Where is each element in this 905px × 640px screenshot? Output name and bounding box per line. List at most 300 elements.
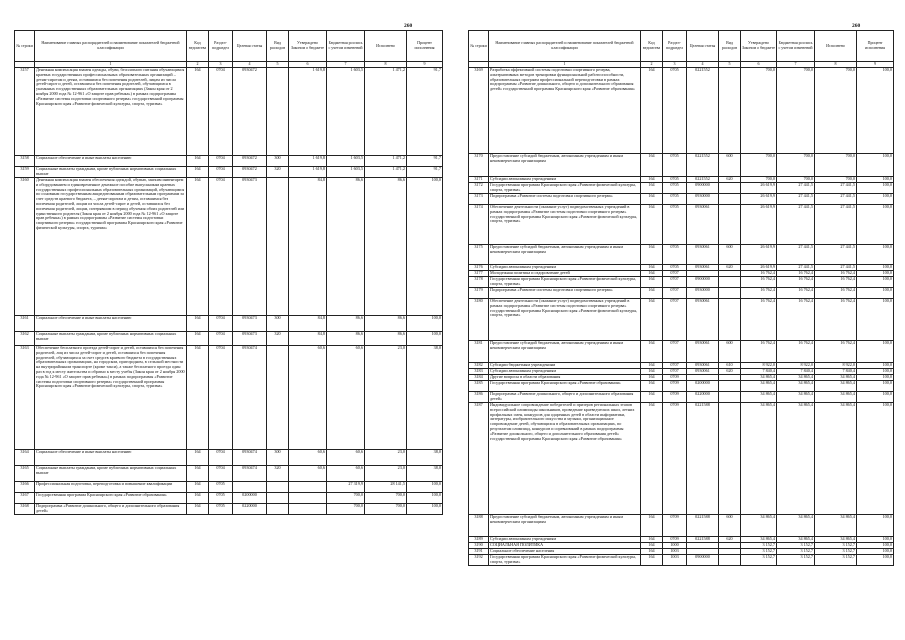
table-row <box>469 68 894 154</box>
execution-percent: 100,0 <box>857 363 894 369</box>
approved-amount: 8 922,0 <box>741 363 777 369</box>
section-code: 0705 <box>663 68 687 154</box>
target-article-code: 0900000 <box>687 183 719 194</box>
execution-percent: 100,0 <box>857 265 894 271</box>
section-code: 0705 <box>663 183 687 194</box>
budget-list-amount: 60,6 <box>327 466 365 482</box>
row-number: 3173 <box>469 194 489 205</box>
section-code: 0705 <box>209 504 233 515</box>
executed-amount: 34 865,4 <box>815 515 857 537</box>
approved-amount: 16 762,4 <box>741 288 777 299</box>
section-code: 1003 <box>663 549 687 555</box>
approved-amount: 1 619,8 <box>289 68 327 156</box>
section-code: 0704 <box>209 346 233 450</box>
ved-code: 164 <box>187 504 209 515</box>
row-number: 3190 <box>469 543 489 549</box>
execution-percent: 100,0 <box>857 277 894 288</box>
execution-percent: 38,0 <box>407 466 443 482</box>
expense-type-code <box>267 346 289 450</box>
expense-type-code: 620 <box>719 537 741 543</box>
row-number: 3176 <box>469 265 489 271</box>
row-number: 3161 <box>15 316 35 332</box>
approved-amount: 34 865,4 <box>741 515 777 537</box>
header-executed: Исполнено <box>365 31 407 62</box>
executed-amount: 1 471,2 <box>365 68 407 156</box>
target-article-code: 0930472 <box>233 68 267 156</box>
table-row <box>15 167 443 178</box>
table-row <box>469 194 894 205</box>
row-name: Субсидии автономным учреждениям <box>489 537 641 543</box>
section-code: 0705 <box>209 493 233 504</box>
expense-type-code: 600 <box>719 245 741 265</box>
table-row <box>469 245 894 265</box>
row-number: 3172 <box>469 183 489 194</box>
expense-type-code: 300 <box>267 156 289 167</box>
budget-list-amount: 34 865,4 <box>777 381 815 392</box>
row-number: 3183 <box>469 369 489 375</box>
row-name: Предоставление субсидий бюджетным, автономным учреждениям и иным некоммерческим организациям <box>489 341 641 363</box>
budget-list-amount: 34 865,4 <box>777 392 815 403</box>
table-row <box>469 392 894 403</box>
target-article-code: 0930474 <box>233 466 267 482</box>
execution-percent: 100,0 <box>857 515 894 537</box>
executed-amount: 16 762,4 <box>815 271 857 277</box>
expense-type-code: 600 <box>719 515 741 537</box>
target-article-code: 0221552 <box>687 177 719 183</box>
expense-type-code <box>267 178 289 316</box>
expense-type-code: 320 <box>267 332 289 346</box>
executed-amount: 16 762,4 <box>815 288 857 299</box>
row-number: 3178 <box>469 277 489 288</box>
approved-amount <box>289 493 327 504</box>
approved-amount: 16 762,4 <box>741 277 777 288</box>
row-name: Социальные выплаты гражданам, кроме публичных нормативных социальных выплат <box>35 466 187 482</box>
executed-amount: 34 865,4 <box>815 392 857 403</box>
row-name: Субсидии бюджетным учреждениям <box>489 363 641 369</box>
section-code: 0704 <box>209 178 233 316</box>
budget-list-amount: 27 319,9 <box>327 482 365 493</box>
expense-type-code <box>719 381 741 392</box>
section-code: 0709 <box>663 537 687 543</box>
expense-type-code: 610 <box>719 363 741 369</box>
approved-amount: 3 152,7 <box>741 549 777 555</box>
ved-code: 164 <box>641 369 663 375</box>
execution-percent: 100,0 <box>857 288 894 299</box>
budget-list-amount: 60,6 <box>327 450 365 466</box>
target-article-code: 0930473 <box>233 332 267 346</box>
table-row <box>15 156 443 167</box>
section-code: 0707 <box>663 271 687 277</box>
budget-list-amount: 16 762,4 <box>777 341 815 363</box>
target-article-code: 0930061 <box>687 369 719 375</box>
row-number: 3169 <box>469 68 489 154</box>
approved-amount: 7 840,4 <box>741 369 777 375</box>
budget-list-amount: 7 840,4 <box>777 369 815 375</box>
execution-percent: 38,0 <box>407 450 443 466</box>
row-name: Разработка эффективной системы подготовки спортивного резерва, альтернативных методов тренировки функциональной работоспособности, образовательных программ профессиональной переподготовки в рамках подпрограммы «Развитие дошкольного, общего и дополнительного образования детей» государственной программы Красноярского края «Развитие образования» <box>489 68 641 154</box>
table-header-row <box>15 31 443 62</box>
ved-code: 164 <box>641 205 663 245</box>
approved-amount: 26 619,9 <box>741 265 777 271</box>
executed-amount: 34 865,4 <box>815 375 857 381</box>
section-code: 0707 <box>663 299 687 341</box>
budget-list-amount: 27 441,5 <box>777 183 815 194</box>
header-name: Наименование главных распорядителей и наименование показателей бюджетной классификации <box>35 31 187 62</box>
ved-code: 164 <box>187 450 209 466</box>
section-code: 0709 <box>663 392 687 403</box>
section-code: 0705 <box>663 245 687 265</box>
table-row <box>15 482 443 493</box>
executed-amount: 3 152,7 <box>815 543 857 549</box>
executed-amount: 27 441,5 <box>815 245 857 265</box>
section-code: 0707 <box>663 288 687 299</box>
row-number: 3175 <box>469 245 489 265</box>
ved-code: 164 <box>187 178 209 316</box>
target-article-code: 0930474 <box>233 346 267 450</box>
section-code: 0709 <box>663 403 687 515</box>
expense-type-code <box>267 68 289 156</box>
approved-amount: 60,6 <box>289 450 327 466</box>
approved-amount: 16 762,4 <box>741 271 777 277</box>
budget-list-amount: 16 762,4 <box>777 271 815 277</box>
executed-amount: 8 922,0 <box>815 363 857 369</box>
executed-amount: 16 762,4 <box>815 277 857 288</box>
header-name: Наименование главных распорядителей и наименование показателей бюджетной классификации <box>489 31 641 62</box>
column-number: 5 <box>267 62 289 68</box>
target-article-code: 0900000 <box>687 555 719 566</box>
approved-amount: 60,6 <box>289 346 327 450</box>
column-number: 6 <box>289 62 327 68</box>
row-name: Подпрограмма «Развитие системы подготовки спортивного резерва» <box>489 288 641 299</box>
budget-list-amount: 86,6 <box>327 178 365 316</box>
target-article-code: 0930474 <box>233 450 267 466</box>
row-name: СОЦИАЛЬНАЯ ПОЛИТИКА <box>489 543 641 549</box>
expense-type-code <box>719 403 741 515</box>
row-name: Государственная программа Красноярского края «Развитие физической культуры, спорта, туризма» <box>489 183 641 194</box>
table-row <box>469 277 894 288</box>
row-name: Субсидии автономным учреждениям <box>489 177 641 183</box>
budget-list-amount: 86,6 <box>327 316 365 332</box>
budget-list-amount: 1 603,5 <box>327 167 365 178</box>
executed-amount: 3 152,7 <box>815 549 857 555</box>
budget-list-amount: 27 441,5 <box>777 245 815 265</box>
expense-type-code: 320 <box>267 167 289 178</box>
section-code: 1000 <box>663 543 687 549</box>
row-number: 3188 <box>469 515 489 537</box>
approved-amount: 16 762,4 <box>741 341 777 363</box>
row-number: 3189 <box>469 537 489 543</box>
column-number: 2 <box>641 62 663 68</box>
execution-percent: 91,7 <box>407 156 443 167</box>
row-number: 3170 <box>469 154 489 177</box>
header-approved: Утверждено Законом о бюджете <box>741 31 777 62</box>
budget-list-amount: 27 441,5 <box>777 205 815 245</box>
target-article-code: 0930473 <box>233 316 267 332</box>
row-number: 3179 <box>469 288 489 299</box>
execution-percent: 100,0 <box>857 375 894 381</box>
ved-code: 164 <box>641 403 663 515</box>
section-code: 0709 <box>663 515 687 537</box>
target-article-code: 0930061 <box>687 299 719 341</box>
expense-type-code <box>719 68 741 154</box>
target-article-code <box>233 482 267 493</box>
ved-code: 164 <box>187 167 209 178</box>
section-code: 0707 <box>663 363 687 369</box>
row-name: Подпрограмма «Развитие дошкольного, общего и дополнительного образования детей» <box>35 504 187 515</box>
expense-type-code <box>719 288 741 299</box>
executed-amount: 700,0 <box>815 154 857 177</box>
row-number: 3174 <box>469 205 489 245</box>
budget-list-amount: 86,6 <box>327 332 365 346</box>
approved-amount: 84,8 <box>289 178 327 316</box>
row-name: Денежная компенсация взамен одежды, обуви, бесплатного питания обучающимся краевых государственных профессиональных образовательных организаций – детям-сиротам и детям, оставшимся без попечения родителей, лицам из числа детей-сирот и детей, оставшихся без попечения родителей, обучающимся в указанных государственных образовательных организациях (Закон края от 2 ноября 2000 года № 12-961 «О защите прав ребенка») в рамках подпрограммы «Развитие системы подготовки спортивного резерва» государственной программы Красноярского края «Развитие физической культуры, спорта, туризма» <box>35 68 187 156</box>
row-number: 3160 <box>15 178 35 316</box>
row-number: 3182 <box>469 363 489 369</box>
executed-amount: 16 762,4 <box>815 299 857 341</box>
ved-code: 164 <box>641 265 663 271</box>
execution-percent: 100,0 <box>857 68 894 154</box>
budget-list-amount: 34 865,4 <box>777 515 815 537</box>
executed-amount: 1 471,2 <box>365 156 407 167</box>
target-article-code: 0221552 <box>687 154 719 177</box>
executed-amount: 1 471,2 <box>365 167 407 178</box>
column-number: 9 <box>857 62 894 68</box>
ved-code: 164 <box>641 381 663 392</box>
ved-code: 164 <box>641 392 663 403</box>
row-name: Подпрограмма «Развитие системы подготовки спортивного резерва» <box>489 194 641 205</box>
section-code: 0704 <box>209 332 233 346</box>
column-number: 1 <box>489 62 641 68</box>
header-budget-list: Бюджетная роспись с учетом изменений <box>777 31 815 62</box>
ved-code: 164 <box>187 68 209 156</box>
ved-code: 164 <box>641 549 663 555</box>
executed-amount: 700,0 <box>365 504 407 515</box>
ved-code: 164 <box>641 363 663 369</box>
budget-list-amount: 1 603,5 <box>327 68 365 156</box>
section-code: 0704 <box>209 156 233 167</box>
executed-amount: 23,0 <box>365 346 407 450</box>
expense-type-code <box>719 183 741 194</box>
table-row <box>469 183 894 194</box>
row-name: Субсидии автономным учреждениям <box>489 369 641 375</box>
budget-list-amount: 8 922,0 <box>777 363 815 369</box>
ved-code: 164 <box>187 316 209 332</box>
executed-amount: 86,6 <box>365 332 407 346</box>
row-number: 3164 <box>15 450 35 466</box>
budget-list-amount: 700,0 <box>777 177 815 183</box>
header-approved: Утверждено Законом о бюджете <box>289 31 327 62</box>
target-article-code: 0200000 <box>233 493 267 504</box>
row-number: 3162 <box>15 332 35 346</box>
budget-list-amount: 27 441,5 <box>777 265 815 271</box>
target-article-code: 0930472 <box>233 156 267 167</box>
budget-list-amount: 27 441,5 <box>777 194 815 205</box>
approved-amount: 60,6 <box>289 466 327 482</box>
budget-table <box>14 30 443 515</box>
row-number: 3191 <box>469 549 489 555</box>
row-name: Государственная программа Красноярского края «Развитие физической культуры, спорта, туризма» <box>489 555 641 566</box>
approved-amount: 34 865,4 <box>741 403 777 515</box>
executed-amount: 700,0 <box>365 493 407 504</box>
budget-list-amount: 700,0 <box>327 504 365 515</box>
target-article-code: 0930061 <box>687 245 719 265</box>
table-row <box>469 154 894 177</box>
target-article-code: 0221552 <box>687 68 719 154</box>
row-name: Предоставление субсидий бюджетным, автономным учреждениям и иным некоммерческим организациям <box>489 245 641 265</box>
target-article-code: 0221588 <box>687 403 719 515</box>
row-name: Государственная программа Красноярского края «Развитие физической культуры, спорта, туризма» <box>489 277 641 288</box>
ved-code: 164 <box>641 515 663 537</box>
approved-amount: 1 619,8 <box>289 156 327 167</box>
executed-amount: 34 865,4 <box>815 381 857 392</box>
execution-percent: 100,0 <box>857 205 894 245</box>
column-number: 2 <box>187 62 209 68</box>
execution-percent: 38,0 <box>407 346 443 450</box>
ved-code: 164 <box>641 177 663 183</box>
expense-type-code: 300 <box>267 450 289 466</box>
table-row <box>15 450 443 466</box>
execution-percent: 100,0 <box>857 299 894 341</box>
header-row-number: № строки <box>469 31 489 62</box>
approved-amount: 700,0 <box>741 68 777 154</box>
executed-amount: 27 441,5 <box>815 183 857 194</box>
expense-type-code <box>267 493 289 504</box>
ved-code: 164 <box>187 332 209 346</box>
target-article-code: 0930000 <box>687 288 719 299</box>
column-number: 7 <box>777 62 815 68</box>
header-ved-code: Код ведомства <box>187 31 209 62</box>
section-code: 0707 <box>663 277 687 288</box>
approved-amount: 700,0 <box>741 154 777 177</box>
header-expense-type: Вид расходов <box>719 31 741 62</box>
target-article-code: 0220000 <box>687 392 719 403</box>
row-name: Государственная программа Красноярского края «Развитие образования» <box>489 381 641 392</box>
execution-percent: 100,0 <box>407 178 443 316</box>
execution-percent: 100,0 <box>407 504 443 515</box>
expense-type-code: 320 <box>267 466 289 482</box>
ved-code: 164 <box>641 537 663 543</box>
executed-amount: 700,0 <box>815 68 857 154</box>
executed-amount: 23,0 <box>365 450 407 466</box>
approved-amount: 26 619,9 <box>741 194 777 205</box>
execution-percent: 100,0 <box>857 381 894 392</box>
execution-percent: 100,0 <box>857 183 894 194</box>
executed-amount: 28 141,5 <box>365 482 407 493</box>
table-row <box>15 332 443 346</box>
row-number: 3163 <box>15 346 35 450</box>
execution-percent: 100,0 <box>857 271 894 277</box>
header-ved-code: Код ведомства <box>641 31 663 62</box>
target-article-code: 0900000 <box>687 277 719 288</box>
approved-amount: 84,8 <box>289 316 327 332</box>
table-row <box>15 346 443 450</box>
budget-list-amount: 34 865,4 <box>777 375 815 381</box>
execution-percent: 100,0 <box>857 194 894 205</box>
row-name: Социальные выплаты гражданам, кроме публичных нормативных социальных выплат <box>35 332 187 346</box>
approved-amount: 3 152,7 <box>741 543 777 549</box>
ved-code: 164 <box>187 493 209 504</box>
execution-percent: 100,0 <box>857 403 894 515</box>
column-number: 5 <box>719 62 741 68</box>
header-percent: Процент исполнения <box>857 31 894 62</box>
row-number: 3158 <box>15 156 35 167</box>
budget-list-amount: 700,0 <box>777 68 815 154</box>
row-number: 3165 <box>15 466 35 482</box>
target-article-code: 0930061 <box>687 341 719 363</box>
approved-amount: 34 865,4 <box>741 381 777 392</box>
table-row <box>15 493 443 504</box>
expense-type-code <box>719 194 741 205</box>
ved-code: 164 <box>641 375 663 381</box>
column-number: 3 <box>663 62 687 68</box>
section-code: 0704 <box>209 450 233 466</box>
header-row-number: № строки <box>15 31 35 62</box>
row-name: Предоставление субсидий бюджетным, автономным учреждениям и иным некоммерческим организациям <box>489 154 641 177</box>
ved-code: 164 <box>641 154 663 177</box>
row-number: 3184 <box>469 375 489 381</box>
column-number: 8 <box>365 62 407 68</box>
header-target-article: Целевая статья <box>687 31 719 62</box>
expense-type-code: 620 <box>719 177 741 183</box>
row-number: 3185 <box>469 381 489 392</box>
executed-amount: 34 865,4 <box>815 537 857 543</box>
execution-percent: 100,0 <box>407 316 443 332</box>
column-number: 7 <box>327 62 365 68</box>
budget-list-amount: 16 762,4 <box>777 277 815 288</box>
section-code: 0705 <box>663 177 687 183</box>
column-number: 4 <box>687 62 719 68</box>
ved-code: 164 <box>641 245 663 265</box>
budget-list-amount: 3 152,7 <box>777 555 815 566</box>
row-number: 3157 <box>15 68 35 156</box>
expense-type-code: 600 <box>719 154 741 177</box>
execution-percent: 100,0 <box>857 154 894 177</box>
approved-amount: 84,8 <box>289 332 327 346</box>
executed-amount: 27 441,5 <box>815 194 857 205</box>
ved-code: 164 <box>187 156 209 167</box>
header-target-article: Целевая статья <box>233 31 267 62</box>
column-number: 4 <box>233 62 267 68</box>
table-row <box>469 403 894 515</box>
row-number: 3181 <box>469 341 489 363</box>
ved-code: 164 <box>641 277 663 288</box>
target-article-code: 0220000 <box>233 504 267 515</box>
budget-list-amount: 16 762,4 <box>777 288 815 299</box>
approved-amount: 26 619,9 <box>741 183 777 194</box>
row-number: 3168 <box>15 504 35 515</box>
target-article-code: 0930061 <box>687 265 719 271</box>
execution-percent: 91,7 <box>407 167 443 178</box>
executed-amount: 23,0 <box>365 466 407 482</box>
ved-code: 164 <box>641 271 663 277</box>
approved-amount: 34 865,4 <box>741 392 777 403</box>
row-number: 3159 <box>15 167 35 178</box>
ved-code: 164 <box>641 288 663 299</box>
row-name: Индивидуальное сопровождение победителей и призеров региональных этапов всероссийской олимпиады школьников, проведение краеведческих школ, летних профильных смен, конкурсов для одаренных детей в области информатики, литературы, изобразительного искусства и музыки, организационное сопровождение детей, обучающихся в образовательных организациях, по результатам олимпиад, конкурсов и соревнований в рамках подпрограммы «Развитие дошкольного, общего и дополнительного образования детей» государственной программы Красноярского края «Развитие образования» <box>489 403 641 515</box>
row-name: Подпрограмма «Развитие дошкольного, общего и дополнительного образования детей» <box>489 392 641 403</box>
row-number: 3167 <box>15 493 35 504</box>
budget-list-amount: 34 865,4 <box>777 537 815 543</box>
execution-percent: 100,0 <box>407 482 443 493</box>
section-code: 0707 <box>663 369 687 375</box>
target-article-code: 0200000 <box>687 381 719 392</box>
row-number: 3187 <box>469 403 489 515</box>
expense-type-code: 620 <box>719 265 741 271</box>
section-code: 0704 <box>209 316 233 332</box>
budget-list-amount: 34 865,4 <box>777 403 815 515</box>
approved-amount <box>289 482 327 493</box>
section-code: 0705 <box>209 482 233 493</box>
